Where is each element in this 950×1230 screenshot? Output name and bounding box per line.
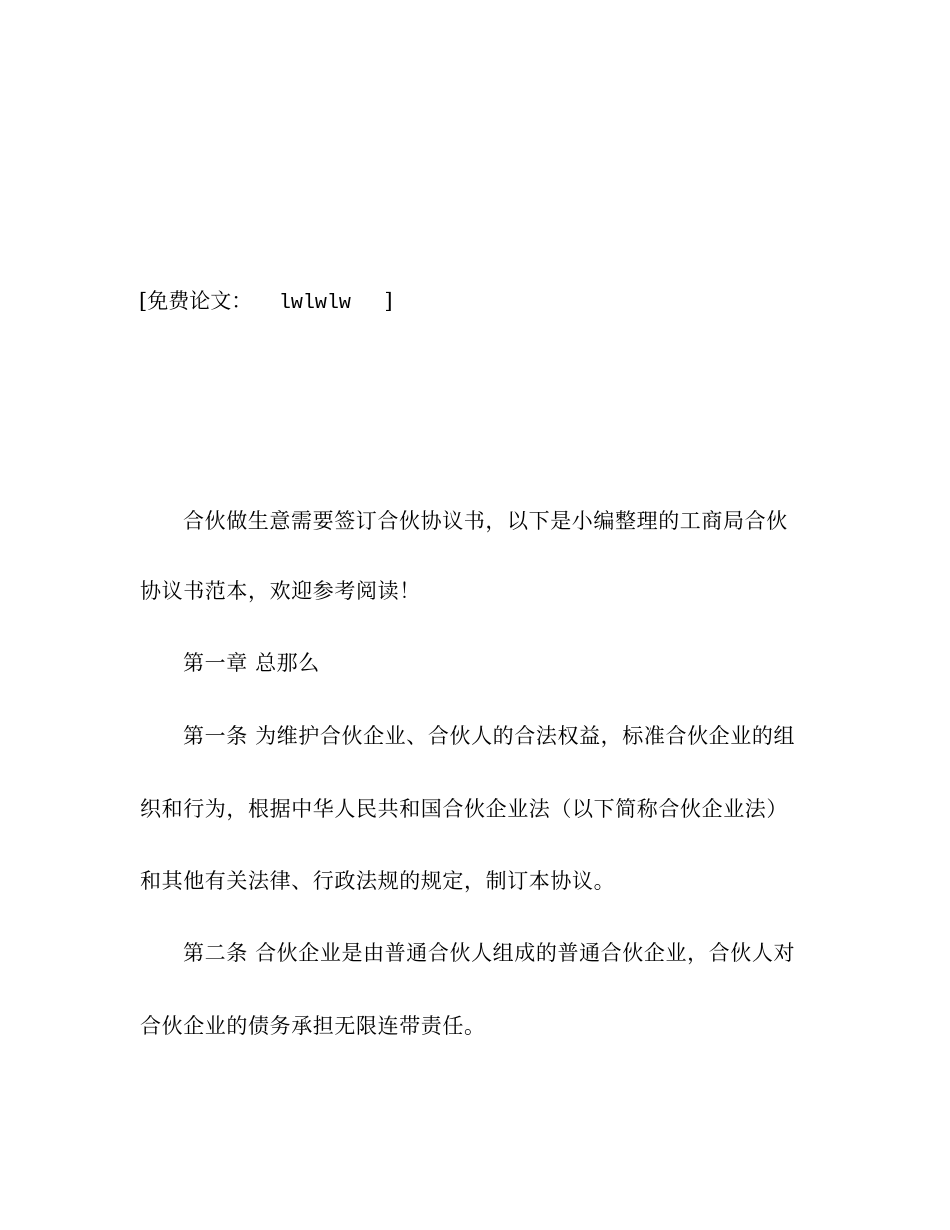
paragraph-line: 合伙做生意需要签订合伙协议书，以下是小编整理的工商局合伙 [183,509,788,533]
free-paper-header [139,286,393,319]
open-bracket: [ [139,289,148,313]
paragraph-line: 合伙企业的债务承担无限连带责任。 [140,1014,486,1038]
header-site: lwlwlw [278,292,351,315]
paragraph-line: 和其他有关法律、行政法规的规定，制订本协议。 [140,869,616,893]
paragraph-line: 第二条 合伙企业是由普通合伙人组成的普通合伙企业，合伙人对 [183,941,796,965]
header-label: 免费论文： [147,289,253,313]
chapter-heading: 第一章 总那么 [183,651,320,675]
paragraph-line: 织和行为，根据中华人民共和国合伙企业法（以下简称合伙企业法） [140,797,788,821]
paragraph-line: 第一条 为维护合伙企业、合伙人的合法权益，标准合伙企业的组 [183,724,796,748]
close-bracket: ] [384,289,393,313]
paragraph-line: 协议书范本，欢迎参考阅读！ [140,579,421,603]
